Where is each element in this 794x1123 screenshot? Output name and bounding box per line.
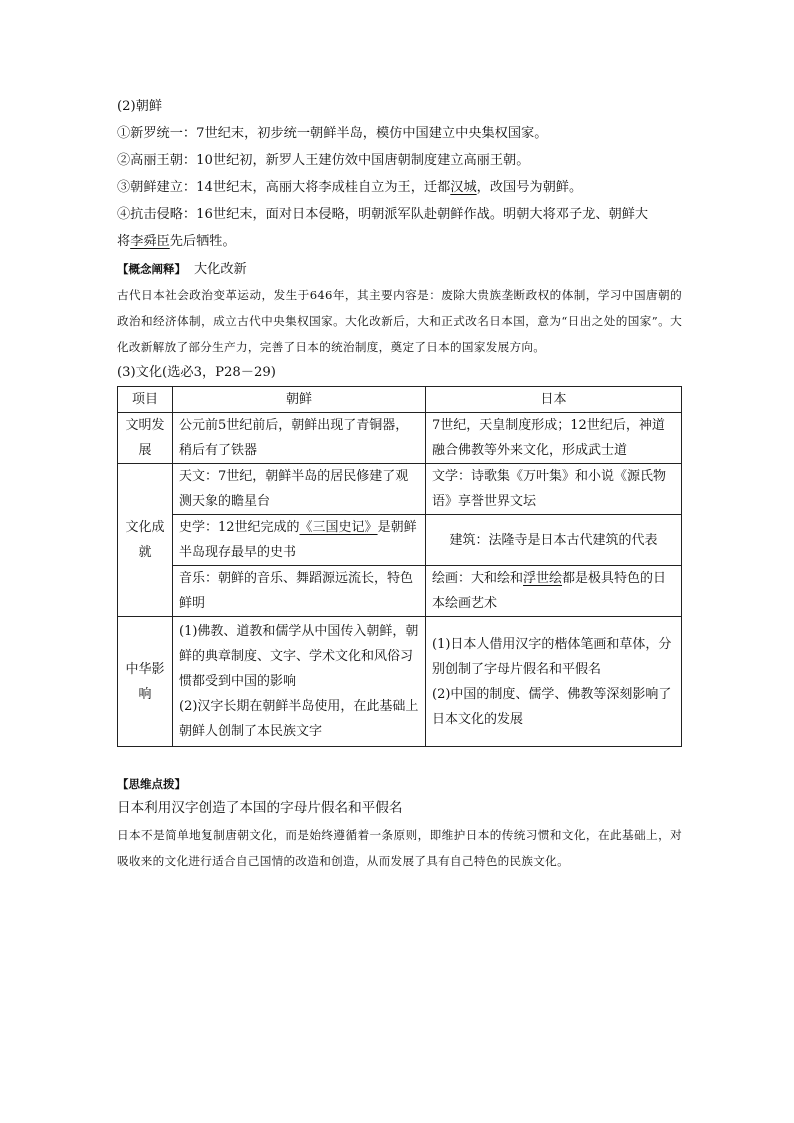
table-header-row (118, 387, 682, 413)
korea-item-2: ②高丽王朝：10世纪初，新罗人王建仿效中国唐朝制度建立高丽王朝。 (117, 153, 530, 168)
korea-item-3-text-end: ，改国号为朝鲜。 (476, 180, 583, 195)
concept-name: 大化改新 (194, 262, 247, 277)
thinking-text: 日本不是简单地复制唐朝文化，而是始终遵循着一条原则，即维护日本的传统习惯和文化，在此基础上，对吸收来的文化进行适合自己国情的改造和创造，从而发展了具有自己特色的民族文化。 (117, 828, 682, 868)
cell-korea-music: 音乐：朝鲜的音乐、舞蹈源远流长，特色鲜明 (173, 566, 426, 617)
cell-japan-literature: 文学：诗歌集《万叶集》和小说《源氏物语》享誉世界文坛 (426, 464, 682, 515)
table-header-item: 项目 (118, 387, 173, 413)
thinking-tag: 【思维点拨】 (117, 777, 186, 791)
thinking-heading (117, 773, 682, 792)
cell-japan-painting-text: 绘画：大和绘和 (432, 571, 524, 586)
cell-korea-history-text-end: 是朝鲜半岛现存最早的史书 (179, 520, 417, 560)
korea-item-3 (117, 174, 682, 201)
cell-japan-painting-text-end: 都是极具特色的日本绘画艺术 (432, 571, 667, 611)
table-row-achievement-2 (118, 515, 682, 566)
korea-influence-point-1: (1)佛教、道教和儒学从中国传入朝鲜，朝鲜的典章制度、文字、学术文化和风俗习惯都受到中国的影响 (179, 624, 419, 689)
japan-influence-point-1: (1)日本人借用汉字的楷体笔画和草体，分别创制了字母片假名和平假名 (432, 636, 672, 677)
row-label-chinese-influence: 中华影响 (118, 617, 173, 747)
japan-influence-point-2: (2)中国的制度、儒学、佛教等深刻影响了日本文化的发展 (432, 686, 672, 727)
cell-korea-civilization: 公元前5世纪前后，朝鲜出现了青铜器，稍后有了铁器 (173, 413, 426, 464)
cell-japan-influence (426, 617, 682, 747)
table-row-chinese-influence (118, 617, 682, 747)
concept-text: 古代日本社会政治变革运动，发生于646年，其主要内容是：废除大贵族垄断政权的体制，学习中国唐朝的政治和经济体制，成立古代中央集权国家。大化改新后，大和正式改名日本国，意为“日出之处的国家”。大化改新解放了部分生产力，完善了日本的统治制度，奠定了日本的国家发展方向。 (117, 288, 682, 354)
korea-influence-point-2: (2)汉字长期在朝鲜半岛使用，在此基础上朝鲜人创制了本民族文字 (179, 699, 419, 739)
korea-item-4-text: 将 (117, 234, 131, 249)
underlined-term-ukiyoe: 浮世绘 (523, 571, 563, 586)
cell-korea-influence (173, 617, 426, 747)
cell-korea-history (173, 515, 426, 566)
section-heading-culture: (3)文化(选必3，P28－29) (117, 365, 276, 380)
section-heading-korea: (2)朝鲜 (117, 99, 163, 114)
table-row-civilization (118, 413, 682, 464)
row-label-civilization: 文明发展 (118, 413, 173, 464)
table-row-achievement-3 (118, 566, 682, 617)
cell-japan-painting (426, 566, 682, 617)
korea-item-4-line-2 (117, 228, 682, 255)
cell-japan-civilization: 7世纪，天皇制度形成；12世纪后，神道融合佛教等外来文化，形成武士道 (426, 413, 682, 464)
table-header-japan: 日本 (426, 387, 682, 413)
cell-korea-history-text: 史学：12世纪完成的 (179, 520, 300, 535)
table-row-achievement-1 (118, 464, 682, 515)
row-label-achievement: 文化成就 (118, 464, 173, 617)
concept-tag: 【概念阐释】 (117, 262, 186, 276)
underlined-term-yi-sun-sin: 李舜臣 (130, 234, 170, 249)
underlined-term-samguk-sagi: 《三国史记》 (299, 520, 378, 535)
culture-table (117, 386, 682, 747)
cell-japan-architecture: 建筑：法隆寺是日本古代建筑的代表 (426, 515, 682, 566)
thinking-title: 日本利用汉字创造了本国的字母片假名和平假名 (117, 800, 403, 816)
concept-heading (117, 257, 682, 282)
korea-item-4-line-1: ④抗击侵略：16世纪末，面对日本侵略，明朝派军队赴朝鲜作战。明朝大将邓子龙、朝鲜大 (117, 207, 649, 222)
table-header-korea: 朝鲜 (173, 387, 426, 413)
cell-korea-astronomy: 天文：7世纪，朝鲜半岛的居民修建了观测天象的瞻星台 (173, 464, 426, 515)
document-page (117, 93, 682, 874)
korea-item-3-text: ③朝鲜建立：14世纪末，高丽大将李成桂自立为王，迁都 (117, 180, 451, 195)
korea-item-1: ①新罗统一：7世纪末，初步统一朝鲜半岛，模仿中国建立中央集权国家。 (117, 126, 548, 141)
underlined-term-hanseong: 汉城 (450, 180, 477, 195)
korea-item-4-text-end: 先后牺牲。 (169, 234, 236, 249)
